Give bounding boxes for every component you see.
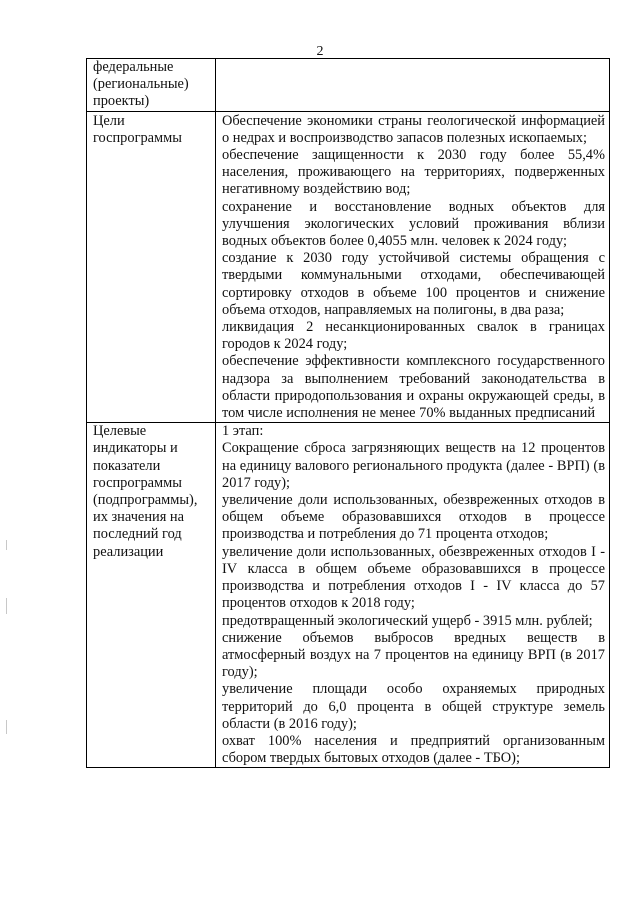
indicator-item: предотвращенный экологический ущерб - 3915 млн. рублей; [222, 612, 593, 629]
passport-table [86, 58, 610, 768]
goal-item: сохранение и восстановление водных объектов для улучшения экологических условий проживания вблизи водных объектов более 0,4055 млн. человек к 2024 году; [222, 198, 605, 250]
indicator-item: увеличение площади особо охраняемых природных территорий до 6,0 процента в общей структуре земель области (в 2016 году); [222, 681, 605, 732]
goal-item: создание к 2030 году устойчивой системы обращения с твердыми коммунальными отходами, обеспечивающей сортировку отходов в объеме 100 процентов и снижение объема отходов, направляемых на полигоны, в два раза; [222, 250, 605, 318]
scan-edge-mark [6, 540, 7, 550]
indicator-item: снижение объемов выбросов вредных веществ в атмосферный воздух на 7 процентов на единицу ВРП (в 2017 году); [222, 629, 605, 681]
page-number: 2 [316, 44, 324, 59]
scan-edge-mark [6, 720, 7, 734]
scan-edge-mark [6, 598, 7, 614]
stage-heading: 1 этап: [222, 423, 264, 440]
row-label: федеральные (региональные) проекты) [87, 59, 216, 112]
goal-item: обеспечение эффективности комплексного государственного надзора за выполнением требований законодательства в области природопользования и охраны окружающей среды, в том числе исполнения не менее 70% выданных предписаний [222, 353, 605, 422]
row-label: Целевые индикаторы и показатели госпрограммы (подпрограммы), их значения на последний год реализации [87, 423, 216, 768]
indicator-item: увеличение доли использованных, обезвреженных отходов в общем объеме образовавшихся отходов в процессе производства и потребления до 71 процента отходов; [222, 492, 605, 543]
indicator-item: охват 100% населения и предприятий организованным сбором твердых бытовых отходов (далее - ТБО); [222, 732, 605, 767]
row-label: Цели госпрограммы [87, 111, 216, 423]
table-row [87, 423, 610, 768]
table-row [87, 111, 610, 423]
row-content [216, 111, 610, 423]
indicator-item: Сокращение сброса загрязняющих веществ на 12 процентов на единицу валового регионального продукта (далее - ВРП) (в 2017 году); [222, 440, 605, 491]
row-content [216, 59, 610, 112]
indicator-item: увеличение доли использованных, обезвреженных отходов I - IV класса в общем объеме образовавшихся в процессе производства и потребления отходов I - IV класса до 57 процентов отходов к 2018 году; [222, 543, 605, 612]
goal-item: Обеспечение экономики страны геологической информацией о недрах и воспроизводство запасов полезных ископаемых; [222, 112, 605, 146]
goal-item: обеспечение защищенности к 2030 году более 55,4% населения, проживающего на территориях, подверженных негативному воздействию вод; [222, 147, 605, 198]
table-row [87, 59, 610, 112]
goal-item: ликвидация 2 несанкционированных свалок в границах городов к 2024 году; [222, 319, 605, 353]
row-content [216, 423, 610, 768]
